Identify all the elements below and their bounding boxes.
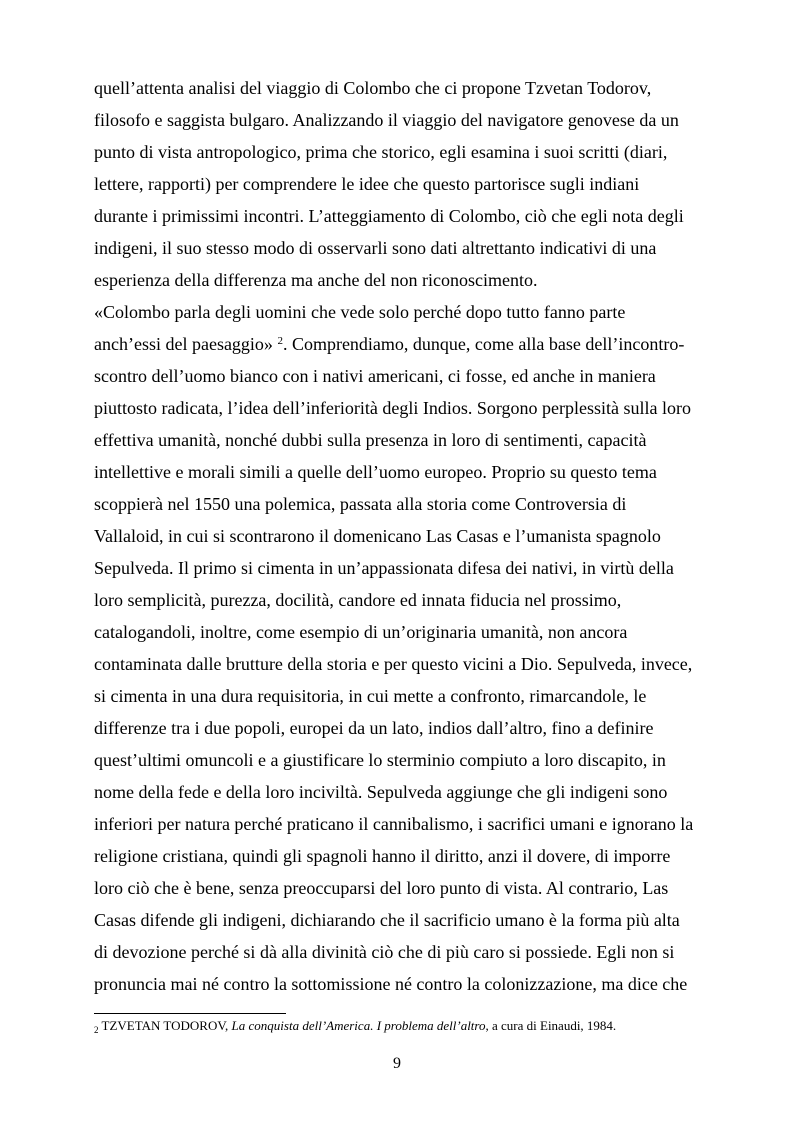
footnote-reference[interactable]: 2	[277, 335, 283, 347]
body-line: intellettive e morali simili a quelle dell’uomo europeo. Proprio su questo tema	[94, 462, 657, 482]
body-line: contaminata dalle brutture della storia e per questo vicini a Dio. Sepulveda, invece,	[94, 654, 693, 674]
body-line: piuttosto radicata, l’idea dell’inferiorità degli Indios. Sorgono perplessità sulla loro	[94, 398, 692, 418]
body-line: durante i primissimi incontri. L’atteggiamento di Colombo, ciò che egli nota degli	[94, 206, 684, 226]
body-line: quell’attenta analisi del viaggio di Colombo che ci propone Tzvetan Todorov,	[94, 78, 652, 98]
quote-line	[94, 328, 719, 360]
body-line: loro ciò che è bene, senza preoccuparsi del loro punto di vista. Al contrario, Las	[94, 878, 669, 898]
quote-text: anch’essi del paesaggio»	[94, 334, 278, 354]
body-line: Sepulveda. Il primo si cimenta in un’appassionata difesa dei nativi, in virtù della	[94, 558, 674, 578]
body-line: esperienza della differenza ma anche del non riconoscimento.	[94, 270, 538, 290]
body-line: scontro dell’uomo bianco con i nativi americani, ci fosse, ed anche in maniera	[94, 366, 656, 386]
body-line: punto di vista antropologico, prima che storico, egli esamina i suoi scritti (diari,	[94, 142, 668, 162]
footnote-number: 2	[94, 1025, 99, 1035]
body-line: indigeni, il suo stesso modo di osservarli sono dati altrettanto indicativi di una	[94, 238, 657, 258]
body-line: Casas difende gli indigeni, dichiarando che il sacrificio umano è la forma più alta	[94, 910, 680, 930]
footnote	[94, 1018, 616, 1038]
footnote-author: TZVETAN TODOROV,	[101, 1018, 232, 1033]
page-number: 9	[393, 1055, 401, 1072]
body-line: differenze tra i due popoli, europei da un lato, indios dall’altro, fino a definire	[94, 718, 654, 738]
body-line: loro semplicità, purezza, docilità, candore ed innata fiducia nel prossimo,	[94, 590, 622, 610]
body-line: pronuncia mai né contro la sottomissione né contro la colonizzazione, ma dice che	[94, 974, 688, 994]
body-text: . Comprendiamo, dunque, come alla base dell’incontro-	[282, 334, 685, 354]
footnote-publisher: , a cura di Einaudi, 1984.	[485, 1018, 617, 1033]
body-line: effettiva umanità, nonché dubbi sulla presenza in loro di sentimenti, capacità	[94, 430, 647, 450]
body-line: catalogandoli, inoltre, come esempio di un’originaria umanità, non ancora	[94, 622, 628, 642]
body-line: scoppierà nel 1550 una polemica, passata alla storia come Controversia di	[94, 494, 627, 514]
footnote-title: La conquista dell’America. I problema dell’altro	[231, 1018, 486, 1033]
body-line: di devozione perché si dà alla divinità ciò che di più caro si possiede. Egli non si	[94, 942, 675, 962]
body-line: religione cristiana, quindi gli spagnoli hanno il diritto, anzi il dovere, di imporre	[94, 846, 671, 866]
body-line: Vallaloid, in cui si scontrarono il domenicano Las Casas e l’umanista spagnolo	[94, 526, 661, 546]
footnote-separator	[94, 1013, 286, 1014]
page-body	[94, 72, 719, 1000]
body-line: quest’ultimi omuncoli e a giustificare lo sterminio compiuto a loro discapito, in	[94, 750, 666, 770]
body-line: si cimenta in una dura requisitoria, in cui mette a confronto, rimarcandole, le	[94, 686, 647, 706]
body-line: inferiori per natura perché praticano il cannibalismo, i sacrifici umani e ignorano la	[94, 814, 694, 834]
body-line: filosofo e saggista bulgaro. Analizzando il viaggio del navigatore genovese da un	[94, 110, 679, 130]
body-line: nome della fede e della loro inciviltà. Sepulveda aggiunge che gli indigeni sono	[94, 782, 668, 802]
body-line: «Colombo parla degli uomini che vede solo perché dopo tutto fanno parte	[94, 302, 626, 322]
body-line: lettere, rapporti) per comprendere le idee che questo partorisce sugli indiani	[94, 174, 640, 194]
